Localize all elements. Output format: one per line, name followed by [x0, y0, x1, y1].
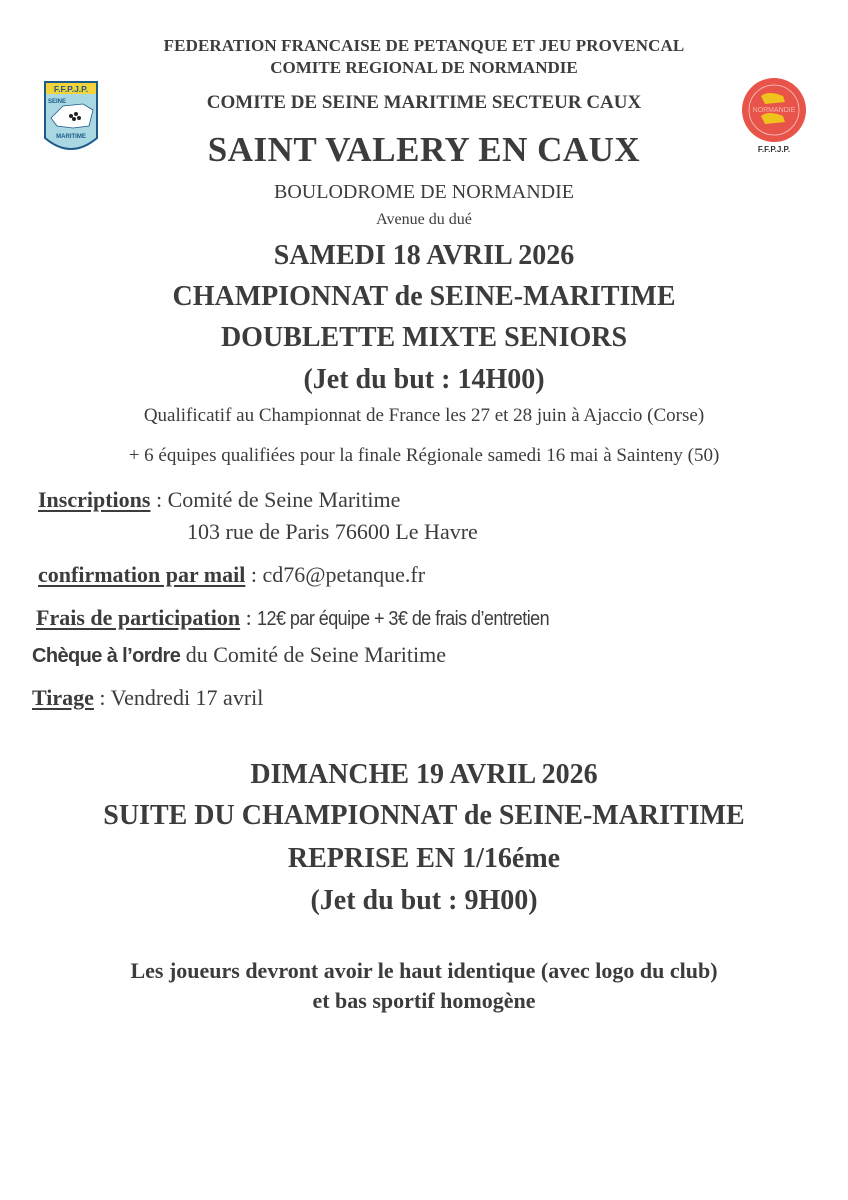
day1-regional-qualifier: + 6 équipes qualifiées pour la finale Régionale samedi 16 mai à Sainteny (50)	[128, 445, 720, 466]
regional-committee: COMITE REGIONAL DE NORMANDIE	[270, 58, 578, 77]
day1-qualifier: Qualificatif au Championnat de France les 27 et 28 juin à Ajaccio (Corse)	[143, 405, 705, 426]
day2-resume: REPRISE EN 1/16éme	[287, 843, 561, 874]
mail-label: confirmation par mail	[38, 562, 246, 587]
fees-label: Frais de participation	[36, 605, 241, 630]
fees-separator: :	[240, 605, 258, 630]
draw-row	[32, 685, 263, 711]
federation-title: FEDERATION FRANCAISE DE PETANQUE ET JEU PROVENCAL	[163, 36, 685, 55]
logo-maritime-text: MARITIME	[56, 134, 86, 140]
mail-row	[38, 562, 425, 588]
fees-value: 12€ par équipe + 3€ de frais d’entretien	[257, 608, 550, 630]
cheque-row	[32, 642, 446, 668]
mail-value: : cd76@petanque.fr	[245, 562, 426, 587]
logo-seine-text: SEINE	[48, 99, 67, 105]
day1-date: SAMEDI 18 AVRIL 2026	[273, 240, 575, 271]
day1-category: DOUBLETTE MIXTE SENIORS	[220, 322, 628, 353]
logo-top-text: F.F.P.J.P.	[53, 84, 89, 94]
venue-street: Avenue du dué	[376, 211, 472, 228]
fees-row	[36, 605, 582, 631]
cheque-bold: Chèque à l’ordre	[32, 645, 181, 667]
departmental-committee: COMITE DE SEINE MARITIME SECTEUR CAUX	[206, 92, 642, 113]
logo-normandie-text: NORMANDIE	[752, 107, 796, 114]
city-title: SAINT VALERY EN CAUX	[207, 130, 641, 169]
inscriptions-row	[38, 487, 400, 513]
day2-date: DIMANCHE 19 AVRIL 2026	[250, 759, 598, 790]
dress-code-line1: Les joueurs devront avoir le haut identique (avec logo du club)	[130, 958, 718, 983]
logo-bottom-text: F.F.P.J.P.	[757, 145, 791, 154]
day2-start-time: (Jet du but : 9H00)	[310, 885, 538, 916]
day2-continuation: SUITE DU CHAMPIONNAT de SEINE-MARITIME	[103, 800, 745, 831]
draw-label: Tirage	[32, 685, 94, 710]
inscriptions-label: Inscriptions	[38, 487, 151, 512]
dress-code-line2: et bas sportif homogène	[312, 988, 536, 1013]
venue-name: BOULODROME DE NORMANDIE	[274, 181, 574, 203]
day1-start-time: (Jet du but : 14H00)	[303, 364, 545, 395]
inscriptions-value: : Comité de Seine Maritime	[150, 487, 401, 512]
day1-championship: CHAMPIONNAT de SEINE-MARITIME	[172, 281, 676, 312]
cheque-rest: du Comité de Seine Maritime	[180, 642, 447, 667]
draw-value: : Vendredi 17 avril	[93, 685, 264, 710]
inscriptions-address: 103 rue de Paris 76600 Le Havre	[187, 519, 478, 544]
